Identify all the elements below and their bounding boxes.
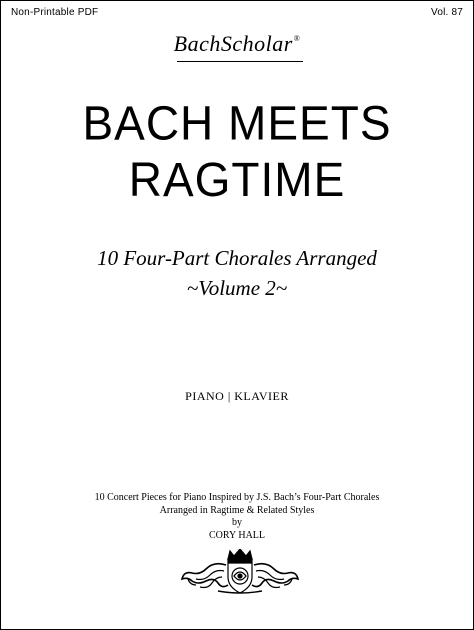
title-line-1: BACH MEETS <box>82 95 392 150</box>
description-by: by <box>232 517 242 528</box>
description-line-2: Arranged in Ragtime & Related Styles <box>159 504 315 516</box>
description-line-1: 10 Concert Pieces for Piano Inspired by J.S. Bach’s Four-Part Chorales <box>94 492 380 503</box>
title-line-2: RAGTIME <box>128 152 346 207</box>
format-label: Non-Printable PDF <box>11 7 99 18</box>
page-title <box>1 94 473 207</box>
subtitle-line-1: 10 Four-Part Chorales Arranged <box>97 246 377 270</box>
registered-mark: ® <box>293 34 301 43</box>
description <box>1 492 473 542</box>
logo-underline <box>177 61 303 64</box>
subtitle-line-2: ~Volume 2~ <box>186 276 288 300</box>
publisher-logo <box>1 31 473 57</box>
publisher-logo-text: BachScholar <box>173 31 293 56</box>
crown-crest-icon <box>178 549 302 595</box>
author-name: CORY HALL <box>208 529 266 541</box>
instrument-label: PIANO | KLAVIER <box>185 389 289 403</box>
volume-label: Vol. 87 <box>431 7 463 18</box>
subtitle <box>1 243 473 303</box>
